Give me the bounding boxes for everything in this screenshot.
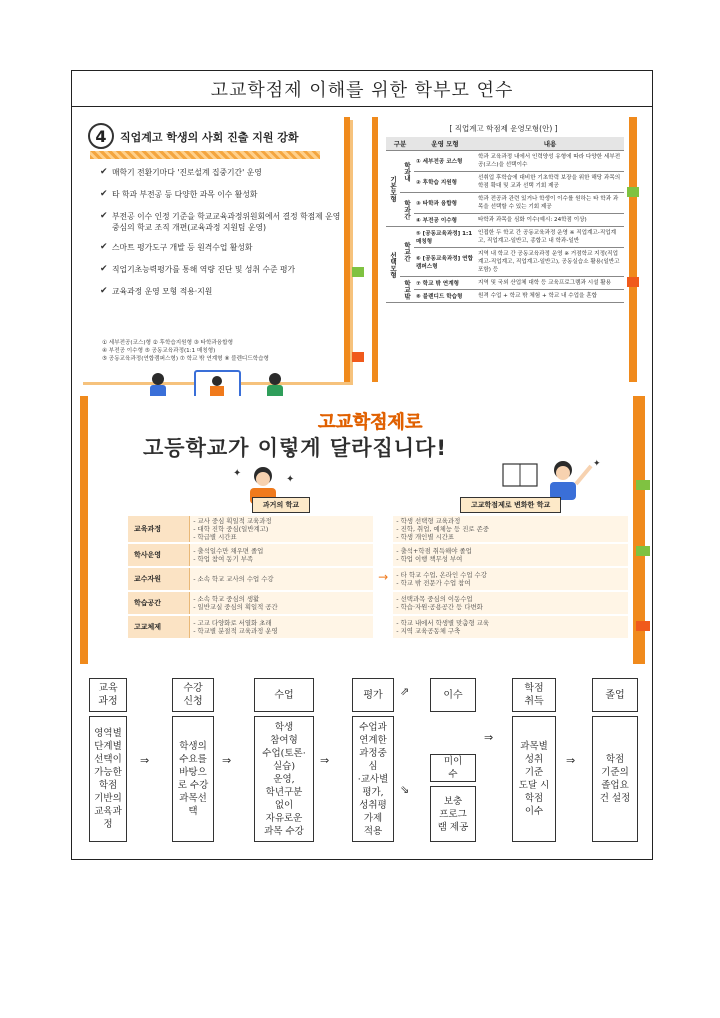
flow-step-body: 수업과 연계한 과정중 심 ·교사별 평가, 성취평 가제 적용: [352, 716, 394, 842]
comparison-row: 교육과정 - 교사 중심 획일적 교육과정 - 대학 진학 중심(일반계고) - 학급별 시간표 → - 학생 선택형 교육과정 - 진학, 취업, 예체능 등 진로 존중 - 학생 개인별 시간표: [128, 516, 628, 542]
table-header: 운영 모형: [414, 137, 476, 151]
section1-bullets: [100, 167, 345, 308]
comparison-row: 학습공간 - 소속 학교 중심의 생활 - 일반교실 중심의 획일적 공간 - 선택과목 중심의 이동수업 - 학습·자원·공용공간 등 다변화: [128, 592, 628, 614]
table-row: 학교밖 ⑦ 학교 밖 연계형 지역 및 국외 산업체 대학 등 교육프로그램과 시설 활용: [386, 277, 624, 290]
check-icon: ✔: [100, 286, 108, 296]
bookmark-tab: [636, 546, 650, 556]
model-legend: ① 세부전공(코스)형 ② 후학습지원형 ③ 타학과융합형 ④ 부전공 이수형 ⑤ 공동교육과정(1:1 매칭형) ⑤ 공동교육과정(연합캠퍼스형) ⑦ 학교 밖 연계형 ⑧ 블렌디드학습형: [102, 340, 269, 362]
comparison-row: 학사운영 - 출석일수만 채우면 졸업 - 학업 참여 동기 부족 - 출석+학점 취득해야 졸업 - 학업 이행 책무성 부여: [128, 544, 628, 566]
bookmark-tab: [352, 352, 364, 362]
table-row: 학과간 ③ 타학과 융합형 학과 전공과 관련 있거나 학생이 이수를 원하는 타 학과 과목을 선택할 수 있는 기회 제공: [386, 193, 624, 214]
group-label: 학과내: [400, 151, 414, 193]
svg-text:✦: ✦: [233, 468, 242, 479]
table-header: 내용: [476, 137, 624, 151]
group-label: 학교밖: [400, 277, 414, 303]
check-icon: ✔: [100, 189, 108, 199]
section-number-badge: 4: [88, 123, 114, 149]
page-title: 고교학점제 이해를 위한 학부모 연수: [72, 71, 652, 107]
flow-step-body: 학생 참여형 수업(토론· 실습) 운영, 학년구분 없이 자유로운 과목 수강: [254, 716, 314, 842]
arrow-right-icon: →: [378, 570, 389, 584]
flow-fail-body: 보충 프로그 램 제공: [430, 786, 476, 842]
table-row: 기본모형 학과내 ① 세부전공 코스형 학과 교육과정 내에서 인력양성 유형에 따라 다양한 세부전공(코스)을 선택이수: [386, 151, 624, 172]
check-icon: ✔: [100, 211, 108, 221]
flow-pass-box: 이수: [430, 678, 476, 712]
table-title: [ 직업계고 학점제 운영모형(안) ]: [449, 124, 558, 133]
comparison-row: 교수자원 - 소속 학교 교사의 수업 수강 - 타 학교 수업, 온라인 수업 수강 - 학교 밖 전문가 수업 참여: [128, 568, 628, 590]
arrow-right-icon: ⇒: [222, 754, 232, 767]
flow-step-head: 교육 과정: [89, 678, 127, 712]
svg-text:✦: ✦: [593, 459, 601, 469]
table-row: ② 후학습 지원형 선취업 후학습에 대비한 기초학력 보장을 위한 해당 과목의 학점 확대 및 교과 선택 기회 제공: [386, 172, 624, 193]
section1-heading: 직업계고 학생의 사회 진출 지원 강화: [120, 131, 299, 144]
flow-step-body: 학생의 수요를 바탕으 로 수강 과목선 택: [172, 716, 214, 842]
bullet-item: ✔ 타 학과 부전공 등 다양한 과목 이수 활성화: [100, 189, 258, 199]
bullet-item: ✔ 직업기초능력평가를 통해 역량 진단 및 성취 수준 평가: [100, 264, 296, 274]
bullet-item: ✔ 부전공 이수 인정 기준을 학교교육과정위원회에서 결정 학점제 운영 중심의 학교 조직 개편(교육과정 지원팀 운영): [100, 211, 341, 232]
column-header-new: 고교학점제로 변화한 학교: [460, 497, 561, 513]
flow-step-head: 평가: [352, 678, 394, 712]
svg-text:✦: ✦: [286, 474, 295, 485]
arrow-right-icon: ⇒: [566, 754, 576, 767]
comparison-row: 고교체제 - 고교 다양화로 서열화 초래 - 학교별 분절적 교육과정 운영 - 학교 내에서 학생별 맞춤형 교육 - 지역 교육공동체 구축: [128, 616, 628, 638]
bullet-item: ✔ 스마트 평가도구 개발 등 원격수업 활성화: [100, 242, 253, 252]
check-icon: ✔: [100, 167, 108, 177]
bookmark-tab: [627, 277, 639, 287]
bullet-item: ✔ 매학기 전환기마다 '진로설계 집중기간' 운영: [100, 167, 262, 177]
table-row: ⑧ 블렌디드 학습형 원격 수업 + 학교 밖 체험 + 학교 내 수업을 혼합: [386, 290, 624, 303]
flow-step-body: 학점 기준의 졸업요 건 설정: [592, 716, 638, 842]
arrow-up-right-icon: ⇗: [400, 685, 410, 698]
flow-step-head: 졸업: [592, 678, 638, 712]
banner-subheadline: 고등학교가 이렇게 달라집니다!: [143, 436, 447, 460]
table-row: ⑥ [공동교육과정] 연합캠퍼스형 지역 내 학교 간 공동교육과정 운영 ※ 거점학교 지정(직업계고-직업계고, 직업계고-일반고), 공동실습소 활용(일반고 포함) 등: [386, 248, 624, 277]
group-label: 학교간: [400, 227, 414, 277]
flow-step-head: 학점 취득: [512, 678, 556, 712]
bullet-item: ✔ 교육과정 운영 모형 적용·지원: [100, 286, 213, 296]
bookmark-tab: [352, 267, 364, 277]
group-label: 기본모형: [386, 151, 400, 227]
check-icon: ✔: [100, 264, 108, 274]
flow-step-head: 수업: [254, 678, 314, 712]
table-row: ④ 부전공 이수형 타학과 과목을 심화 이수(예시: 24학점 이상): [386, 214, 624, 227]
column-header-old: 과거의 학교: [252, 497, 310, 513]
table-row: 선택모형 학교간 ⑤ [공동교육과정] 1:1 매칭형 인접한 두 학교 간 공동교육과정 운영 ※ 직업계고-직업계고, 직업계고-일반고, 종합고 내 학과-일반: [386, 227, 624, 248]
banner-headline: 고교학점제로: [318, 412, 423, 433]
group-label: 선택모형: [386, 227, 400, 303]
table-header: 구분: [386, 137, 414, 151]
infographic-banner: [80, 396, 645, 664]
check-icon: ✔: [100, 242, 108, 252]
bookmark-tab: [627, 187, 639, 197]
arrow-right-icon: ⇒: [140, 754, 150, 767]
bookmark-tab: [636, 621, 650, 631]
flow-step-body: 영역별 단계별 선택이 가능한 학점 기반의 교육과 정: [89, 716, 127, 842]
flow-step-body: 과목별 성취 기준 도달 시 학점 이수: [512, 716, 556, 842]
group-label: 학과간: [400, 193, 414, 227]
flow-step-head: 수강 신청: [172, 678, 214, 712]
comparison-table: [128, 494, 628, 640]
arrow-right-icon: ⇒: [484, 731, 494, 744]
arrow-right-icon: ⇒: [320, 754, 330, 767]
arrow-down-right-icon: ⇘: [400, 783, 410, 796]
decorative-stripe: [90, 151, 320, 159]
document-frame: [71, 70, 653, 860]
operating-model-panel: [372, 117, 637, 382]
bookmark-tab: [636, 480, 650, 490]
flow-fail-head: 미이 수: [430, 754, 476, 782]
section1-panel: [80, 117, 365, 382]
operating-model-table: [386, 137, 624, 303]
